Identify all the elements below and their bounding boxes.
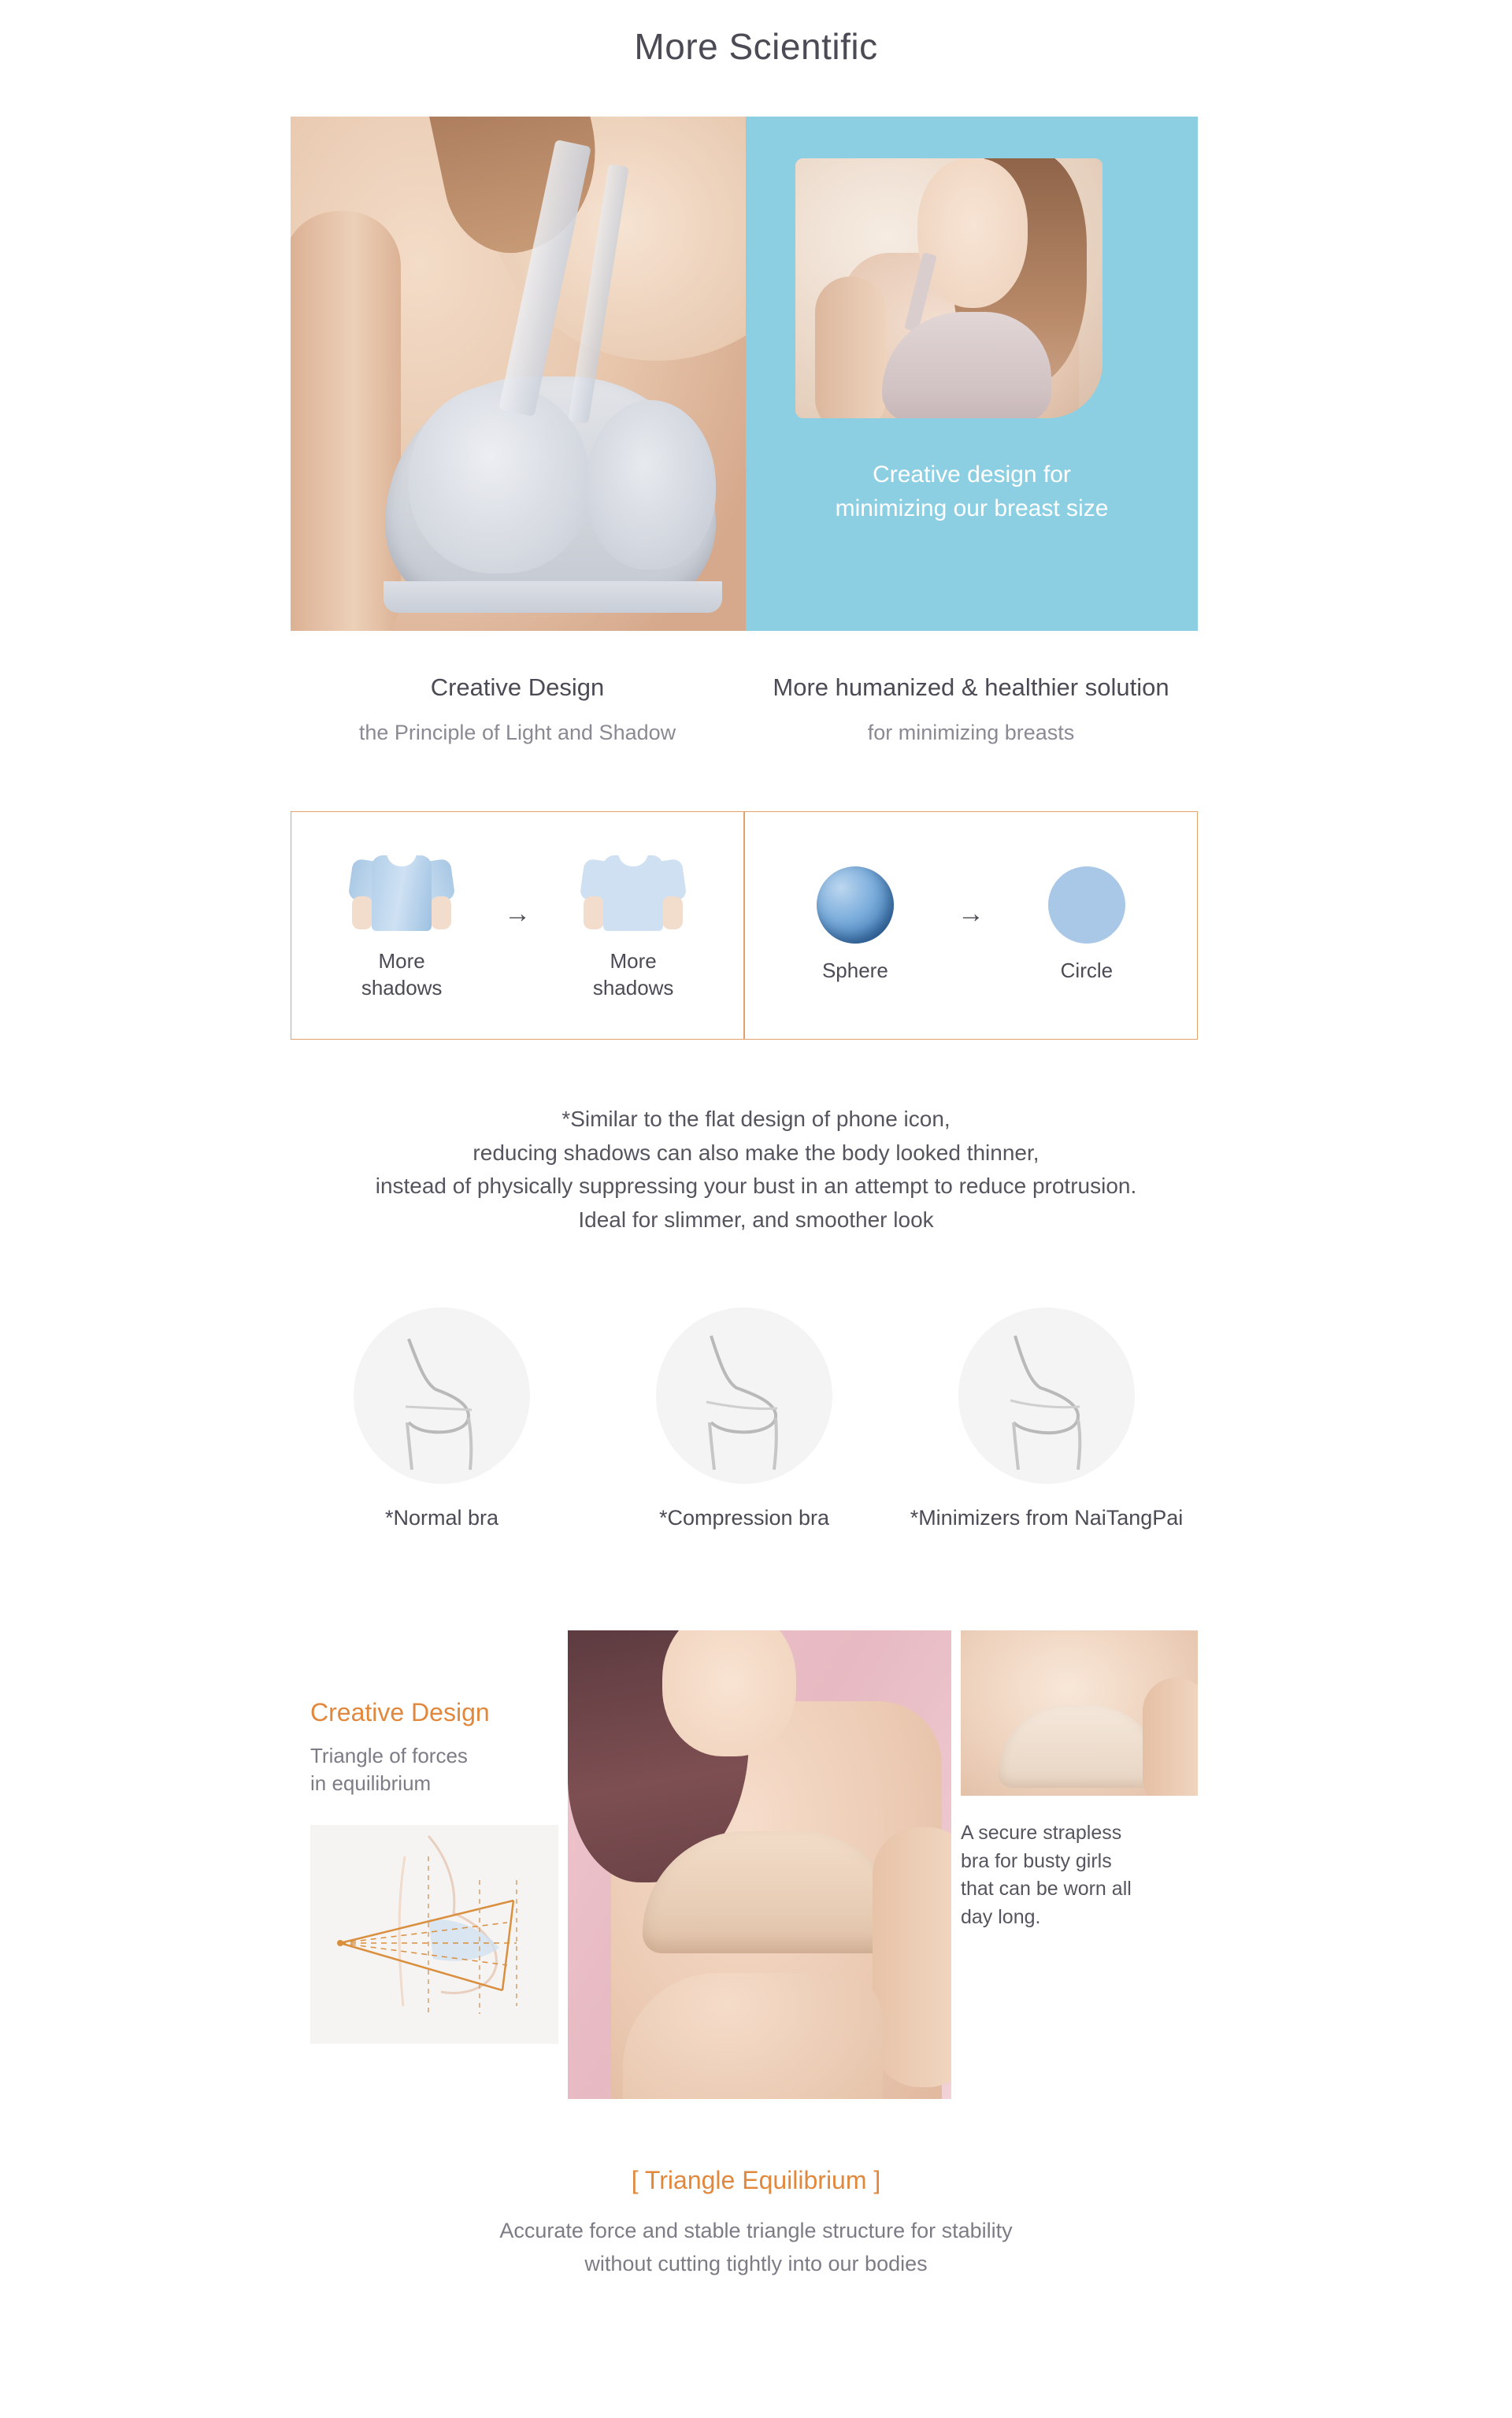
right-caption-line3: that can be worn all (961, 1878, 1132, 1900)
inset-caption-line-2: minimizing our breast size (835, 495, 1109, 521)
inset-caption (746, 458, 1198, 525)
silhouette-normal-label: *Normal bra (384, 1506, 499, 1530)
subcaption-left-title: Creative Design (430, 673, 605, 701)
silhouette-compression-label: *Compression bra (658, 1506, 830, 1530)
shirt-flat-label-line1: More (610, 949, 657, 974)
right-photo-arm (1143, 1678, 1198, 1796)
shirt-flat-item (562, 849, 704, 1002)
comparison-panel-shadows (291, 812, 743, 1039)
page-title: More Scientific (634, 26, 878, 67)
tshirt-flat-torso (603, 855, 663, 931)
hero-right-panel (746, 117, 1198, 631)
creative-design-title: Creative Design (310, 1698, 490, 1726)
subcaption-right-subtitle: for minimizing breasts (867, 721, 1075, 744)
silhouette-normal-icon (354, 1307, 530, 1484)
circle-icon (1048, 866, 1125, 944)
footer-title: [ Triangle Equilibrium ] (631, 2166, 881, 2194)
photo-shape-bra-cup-right (586, 400, 716, 569)
sphere-icon (817, 866, 894, 944)
shirt-shaded-item (331, 849, 472, 1002)
shirt-flat-label (562, 948, 704, 1002)
shirt-shaded-label-line1: More (378, 949, 425, 974)
arrow-icon-right: → (957, 898, 984, 929)
sphere-item (784, 866, 926, 985)
silhouette-compression-icon (656, 1307, 832, 1484)
circle-item (1016, 866, 1158, 985)
inset-photo (795, 158, 1102, 418)
tshirt-flat-arm-left (584, 896, 604, 929)
silhouette-row (291, 1307, 1198, 1530)
footer-subtitle-line1: Accurate force and stable triangle structure for stability (499, 2219, 1013, 2242)
inset-caption-line-1: Creative design for (873, 462, 1071, 488)
inset-photo-face (917, 158, 1028, 308)
creative-design-subtitle-line2: in equilibrium (310, 1771, 432, 1796)
creative-design-subtitle (310, 1742, 468, 1798)
subcaption-right (744, 673, 1198, 745)
creative-design-subtitle-line1: Triangle of forces (310, 1744, 468, 1767)
subcaption-row (291, 673, 1198, 745)
silhouette-item-minimizer (895, 1307, 1198, 1530)
creative-design-section (291, 1630, 1198, 2099)
tshirt-flat-arm-right (662, 896, 683, 929)
note-line-2: reducing shadows can also make the body looked thinner, (472, 1140, 1040, 1165)
tshirt-shaded-icon (350, 849, 453, 936)
arrow-icon-left: → (504, 898, 532, 929)
shirt-flat-label-line2: shadows (592, 976, 674, 999)
subcaption-right-title: More humanized & healthier solution (773, 673, 1169, 701)
center-photo-strapless-bra (568, 1630, 951, 2099)
center-photo-face (662, 1630, 796, 1756)
hero-left-photo (291, 117, 746, 631)
right-photo-bra-closeup (961, 1630, 1198, 1796)
note-line-1: *Similar to the flat design of phone icon, (561, 1107, 951, 1131)
center-photo-arm (873, 1827, 951, 2087)
tshirt-torso (372, 855, 432, 931)
silhouette-item-normal (291, 1307, 593, 1530)
comparison-panel (291, 811, 1198, 1040)
tshirt-arm-left (352, 896, 372, 929)
explanatory-note (0, 1103, 1512, 1237)
inset-photo-arm (815, 276, 886, 418)
subcaption-left (291, 673, 744, 745)
footer-subtitle-line2: without cutting tightly into our bodies (584, 2251, 928, 2275)
note-line-3: instead of physically suppressing your bust in an attempt to reduce protrusion. (375, 1174, 1137, 1199)
circle-label: Circle (1060, 959, 1114, 983)
tshirt-arm-right (431, 896, 451, 929)
photo-shape-band (384, 581, 722, 613)
subcaption-left-subtitle: the Principle of Light and Shadow (358, 721, 676, 744)
right-caption-line2: bra for busty girls (961, 1849, 1112, 1872)
right-caption-line4: day long. (961, 1905, 1041, 1928)
footer-subtitle (0, 2215, 1512, 2281)
photo-shape-arm (291, 211, 401, 631)
silhouette-minimizer-icon (958, 1307, 1135, 1484)
right-photo-caption (961, 1819, 1198, 1931)
right-caption-line1: A secure strapless (961, 1822, 1122, 1844)
note-line-4: Ideal for slimmer, and smoother look (578, 1207, 934, 1232)
shirt-shaded-label (331, 948, 472, 1002)
triangle-forces-diagram (310, 1825, 558, 2044)
silhouette-minimizer-label: *Minimizers from NaiTangPai (910, 1506, 1184, 1530)
center-photo-leg (623, 1973, 883, 2099)
sphere-label: Sphere (821, 959, 888, 983)
shirt-shaded-label-line2: shadows (361, 976, 443, 999)
silhouette-item-compression (593, 1307, 895, 1530)
comparison-panel-shapes (745, 812, 1197, 1039)
hero-image-block (291, 117, 1198, 631)
photo-shape-bra-cup-left (409, 384, 590, 573)
tshirt-flat-icon (582, 849, 684, 936)
